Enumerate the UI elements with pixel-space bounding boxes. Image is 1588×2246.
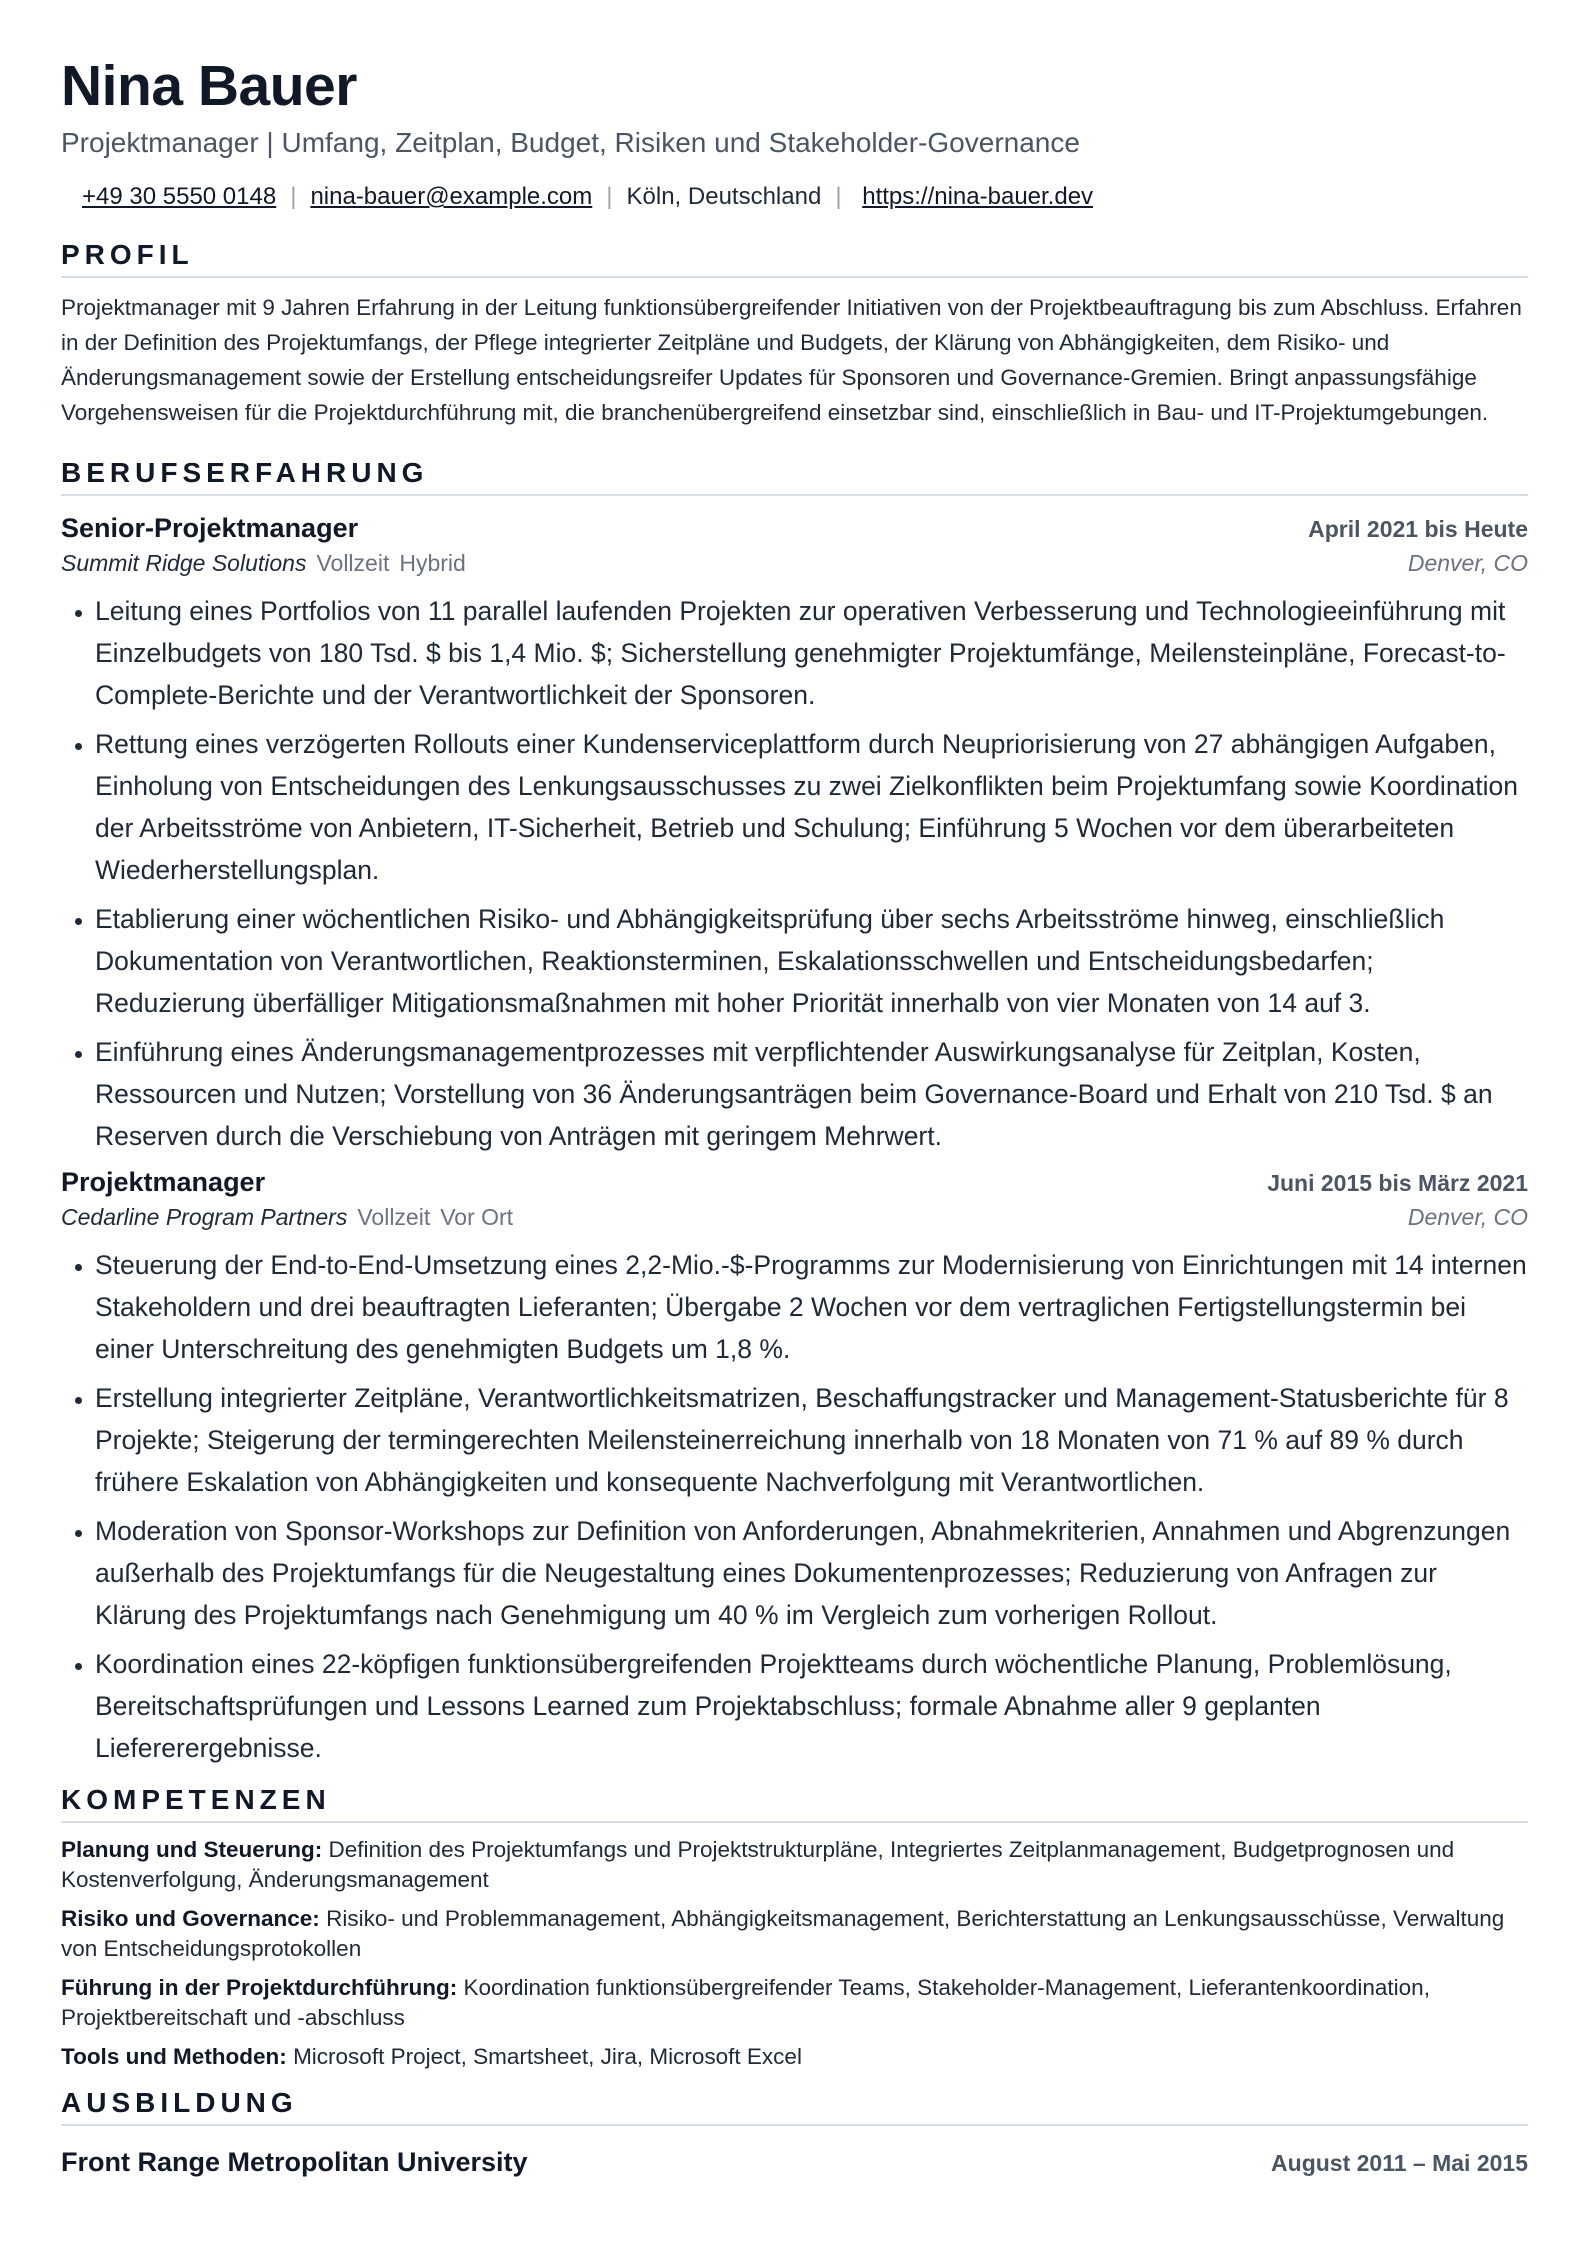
bullet-item: • Koordination eines 22-köpfigen funktionsübergreifenden Projektteams durch wöchentliche Planung, Problemlösung, Bereitschaftsprüfungen und Lessons Learned zum Projektabschluss; formale Abnahme aller 9 geplanten Liefererergebnisse. <box>95 1643 1528 1769</box>
job-company-line <box>61 1200 513 1234</box>
job-location: Denver, CO <box>1407 550 1528 576</box>
skill-label: Risiko und Governance: <box>61 1906 320 1931</box>
job-location: Denver, CO <box>1407 1204 1528 1230</box>
bullet-item: • Leitung eines Portfolios von 11 parallel laufenden Projekten zur operativen Verbesserung und Technologieeinführung mit Einzelbudgets von 180 Tsd. $ bis 1,4 Mio. $; Sicherstellung genehmigter Projektumfänge, Meilensteinpläne, Forecast-to-Complete-Berichte und der Verantwortlichkeit der Sponsoren. <box>95 590 1528 716</box>
job-title: Projektmanager <box>61 1167 266 1197</box>
skill-row <box>61 1835 1528 1895</box>
separator: | <box>835 183 842 210</box>
section-title-profile: PROFIL <box>61 238 1528 278</box>
profile-text: Projektmanager mit 9 Jahren Erfahrung in der Leitung funktionsübergreifender Initiativen von der Projektbeauftragung bis zum Abschluss. Erfahren in der Definition des Projektumfangs, der Pflege integrierter Zeitpläne und Budgets, der Klärung von Abhängigkeiten, dem Risiko- und Änderungsmanagement sowie der Erstellung entscheidungsreifer Updates für Sponsoren und Governance-Gremien. Bringt anpassungsfähige Vorgehensweisen für die Projektdurchführung mit, die branchenübergreifend einsetzbar sind, einschließlich in Bau- und IT-Projektumgebungen. <box>61 295 1522 425</box>
bullet-item: • Rettung eines verzögerten Rollouts einer Kundenserviceplattform durch Neupriorisierung von 27 abhängigen Aufgaben, Einholung von Entscheidungen des Lenkungsausschusses zu zwei Zielkonflikten beim Projektumfang sowie Koordination der Arbeitsströme von Anbietern, IT-Sicherheit, Betrieb und Schulung; Einführung 5 Wochen vor dem überarbeiteten Wiederherstellungsplan. <box>95 723 1528 891</box>
job-entry <box>61 510 1528 1157</box>
education-entry <box>61 2144 1528 2180</box>
bullet-item: • Moderation von Sponsor-Workshops zur Definition von Anforderungen, Abnahmekriterien, Annahmen und Abgrenzungen außerhalb des Projektumfangs für die Neugestaltung eines Dokumentenprozesses; Reduzierung von Anfragen zur Klärung des Projektumfangs nach Genehmigung um 40 % im Vergleich zum vorherigen Rollout. <box>95 1510 1528 1636</box>
section-title-skills: KOMPETENZEN <box>61 1783 1528 1823</box>
bullet-item: • Steuerung der End-to-End-Umsetzung eines 2,2-Mio.-$-Programms zur Modernisierung von Einrichtungen mit 14 internen Stakeholdern und drei beauftragten Lieferanten; Übergabe 2 Wochen vor dem vertraglichen Fertigstellungstermin bei einer Unterschreitung des genehmigten Budgets um 1,8 %. <box>95 1244 1528 1370</box>
skill-value: Koordination funktionsübergreifender Teams, Stakeholder-Management, Lieferantenkoordination, Projektbereitschaft und -abschluss <box>61 1975 1430 2030</box>
job-title: Senior-Projektmanager <box>61 513 359 543</box>
skill-row <box>61 2042 1528 2072</box>
skill-label: Planung und Steuerung: <box>61 1837 323 1862</box>
contact-bar <box>61 182 1528 212</box>
bullet-item: • Einführung eines Änderungsmanagementprozesses mit verpflichtender Auswirkungsanalyse für Zeitplan, Kosten, Ressourcen und Nutzen; Vorstellung von 36 Änderungsanträgen beim Governance-Board und Erhalt von 210 Tsd. $ an Reserven durch die Verschiebung von Anträgen mit geringem Mehrwert. <box>95 1031 1528 1157</box>
bullet-item: • Etablierung einer wöchentlichen Risiko- und Abhängigkeitsprüfung über sechs Arbeitsströme hinweg, einschließlich Dokumentation von Verantwortlichen, Reaktionsterminen, Eskalationsschwellen und Entscheidungsbedarfen; Reduzierung überfälliger Mitigationsmaßnahmen mit hoher Priorität innerhalb von vier Monaten von 14 auf 3. <box>95 898 1528 1024</box>
skill-row <box>61 1904 1528 1964</box>
skill-label: Tools und Methoden: <box>61 2044 287 2069</box>
job-bullets <box>61 1244 1528 1769</box>
section-title-education: AUSBILDUNG <box>61 2086 1528 2126</box>
section-title-experience: BERUFSERFAHRUNG <box>61 456 1528 496</box>
candidate-name: Nina Bauer <box>61 54 357 118</box>
job-dates: Juni 2015 bis März 2021 <box>1267 1170 1528 1196</box>
job-company-line <box>61 546 466 580</box>
skill-row <box>61 1973 1528 2033</box>
job-dates: April 2021 bis Heute <box>1308 516 1528 542</box>
company-name: Cedarline Program Partners <box>61 1204 348 1230</box>
bullet-item: • Erstellung integrierter Zeitpläne, Verantwortlichkeitsmatrizen, Beschaffungstracker und Management-Statusberichte für 8 Projekte; Steigerung der termingerechten Meilensteinerreichung innerhalb von 18 Monaten von 71 % auf 89 % durch frühere Eskalation von Abhängigkeiten und konsequente Nachverfolgung mit Verantwortlichen. <box>95 1377 1528 1503</box>
skill-label: Führung in der Projektdurchführung: <box>61 1975 458 2000</box>
separator: | <box>290 183 297 210</box>
separator: | <box>606 183 613 210</box>
skill-value: Definition des Projektumfangs und Projektstrukturpläne, Integriertes Zeitplanmanagement, Budgetprognosen und Kostenverfolgung, Änderungsmanagement <box>61 1837 1455 1892</box>
company-name: Summit Ridge Solutions <box>61 550 307 576</box>
skill-value: Microsoft Project, Smartsheet, Jira, Microsoft Excel <box>293 2044 802 2069</box>
skill-value: Risiko- und Problemmanagement, Abhängigkeitsmanagement, Berichterstattung an Lenkungsausschüsse, Verwaltung von Entscheidungsprotokollen <box>61 1906 1505 1961</box>
employment-type: Vollzeit <box>357 1204 431 1230</box>
skills-list <box>61 1835 1528 2072</box>
work-mode: Hybrid <box>399 550 466 576</box>
email-link[interactable]: nina-bauer@example.com <box>310 183 593 210</box>
education-dates: August 2011 – Mai 2015 <box>1271 2150 1528 2176</box>
job-bullets <box>61 590 1528 1157</box>
location-text: Köln, Deutschland <box>626 183 822 210</box>
website-link[interactable]: https://nina-bauer.dev <box>862 183 1094 210</box>
employment-type: Vollzeit <box>316 550 390 576</box>
work-mode: Vor Ort <box>440 1204 514 1230</box>
phone-link[interactable]: +49 30 5550 0148 <box>82 183 277 210</box>
headline: Projektmanager | Umfang, Zeitplan, Budget, Risiken und Stakeholder-Governance <box>61 127 1080 158</box>
job-entry <box>61 1164 1528 1769</box>
school-name: Front Range Metropolitan University <box>61 2147 528 2177</box>
